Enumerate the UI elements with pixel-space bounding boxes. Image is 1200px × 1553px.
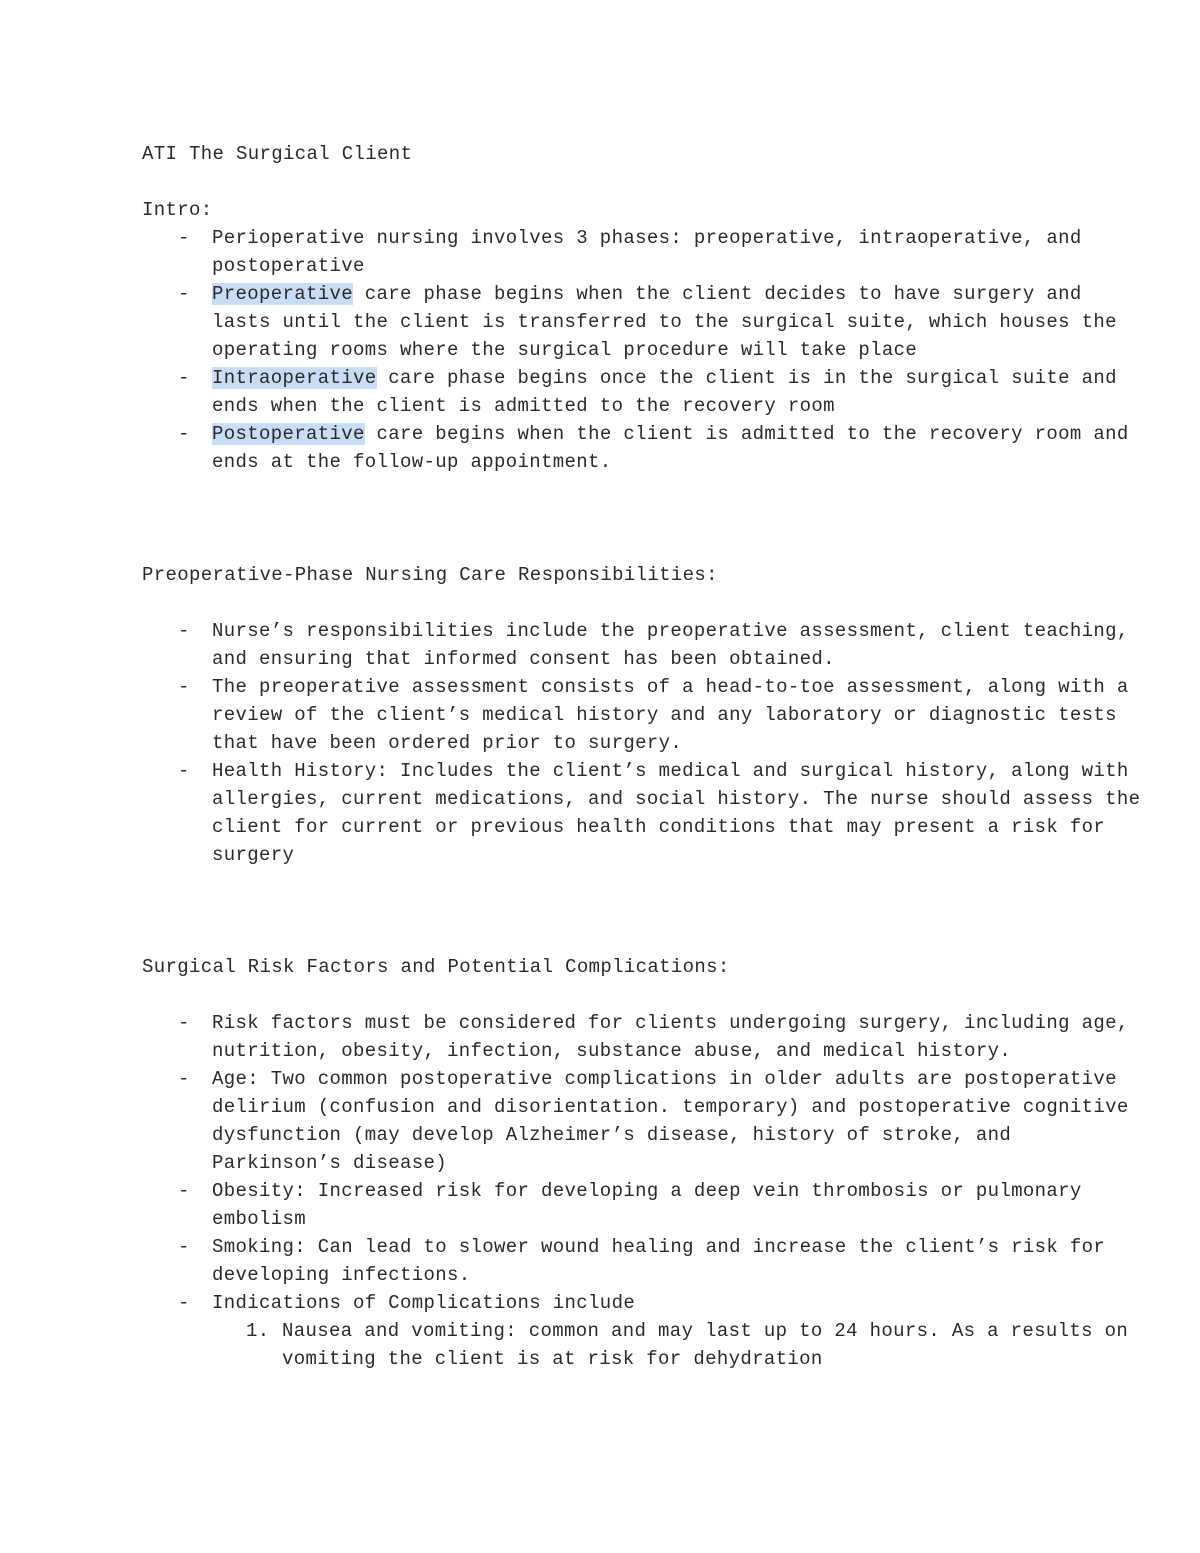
dash-bullet: - xyxy=(178,676,190,698)
dash-bullet: - xyxy=(178,227,190,249)
item-text: Risk factors must be considered for clients undergoing surgery, including age, nutrition, obesity, infection, substance abuse, and medical history. xyxy=(212,1012,1129,1062)
risk-heading: Surgical Risk Factors and Potential Complications: xyxy=(142,956,730,978)
list-item xyxy=(142,1233,1142,1289)
number-marker: 1. xyxy=(246,1320,270,1342)
item-text: Perioperative nursing involves 3 phases: preoperative, intraoperative, and postoperative xyxy=(212,227,1082,277)
item-text: care begins when the client is admitted to the recovery room and ends at the follow-up appointment. xyxy=(212,423,1129,473)
list-item xyxy=(142,757,1142,869)
highlighted-term: Intraoperative xyxy=(212,367,377,389)
preop-section xyxy=(142,561,1142,869)
list-item xyxy=(142,420,1142,476)
item-text: Nurse’s responsibilities include the preoperative assessment, client teaching, and ensuring that informed consent has been obtained. xyxy=(212,620,1129,670)
dash-bullet: - xyxy=(178,1292,190,1314)
dash-bullet: - xyxy=(178,620,190,642)
list-item xyxy=(142,280,1142,364)
list-item xyxy=(142,364,1142,420)
item-text: Smoking: Can lead to slower wound healing and increase the client’s risk for developing infections. xyxy=(212,1236,1106,1286)
item-text: Health History: Includes the client’s medical and surgical history, along with allergies, current medications, and social history. The nurse should assess the client for current or previous health conditions that may present a risk for surgery xyxy=(212,760,1141,866)
numbered-item xyxy=(142,1317,1142,1373)
dash-bullet: - xyxy=(178,423,190,445)
complications-list xyxy=(142,1317,1142,1373)
risk-section xyxy=(142,953,1142,1373)
item-text: Age: Two common postoperative complications in older adults are postoperative delirium (confusion and disorientation. temporary) and postoperative cognitive dysfunction (may develop Alzheimer’s disease, history of stroke, and Parkinson’s disease) xyxy=(212,1068,1129,1174)
item-text: care phase begins when the client decides to have surgery and lasts until the client is transferred to the surgical suite, which houses the operating rooms where the surgical procedure will take place xyxy=(212,283,1117,361)
intro-list xyxy=(142,224,1142,476)
dash-bullet: - xyxy=(178,367,190,389)
highlighted-term: Postoperative xyxy=(212,423,365,445)
preop-list xyxy=(142,617,1142,869)
intro-section xyxy=(142,196,1142,476)
item-text: Obesity: Increased risk for developing a deep vein thrombosis or pulmonary embolism xyxy=(212,1180,1082,1230)
item-text: care phase begins once the client is in the surgical suite and ends when the client is admitted to the recovery room xyxy=(212,367,1117,417)
list-item xyxy=(142,224,1142,280)
dash-bullet: - xyxy=(178,1068,190,1090)
list-item xyxy=(142,673,1142,757)
dash-bullet: - xyxy=(178,283,190,305)
list-item xyxy=(142,617,1142,673)
item-text: The preoperative assessment consists of a head-to-toe assessment, along with a review of the client’s medical history and any laboratory or diagnostic tests that have been ordered prior to surgery. xyxy=(212,676,1129,754)
highlighted-term: Preoperative xyxy=(212,283,354,305)
list-item xyxy=(142,1289,1142,1317)
dash-bullet: - xyxy=(178,1180,190,1202)
list-item xyxy=(142,1177,1142,1233)
item-text: Indications of Complications include xyxy=(212,1292,636,1314)
item-text: Nausea and vomiting: common and may last up to 24 hours. As a results on vomiting the client is at risk for dehydration xyxy=(282,1320,1129,1370)
dash-bullet: - xyxy=(178,1236,190,1258)
preop-heading: Preoperative-Phase Nursing Care Responsibilities: xyxy=(142,564,718,586)
list-item xyxy=(142,1065,1142,1177)
document-title: ATI The Surgical Client xyxy=(142,143,413,165)
list-item xyxy=(142,1009,1142,1065)
dash-bullet: - xyxy=(178,760,190,782)
dash-bullet: - xyxy=(178,1012,190,1034)
risk-list xyxy=(142,1009,1142,1317)
intro-heading: Intro: xyxy=(142,199,213,221)
